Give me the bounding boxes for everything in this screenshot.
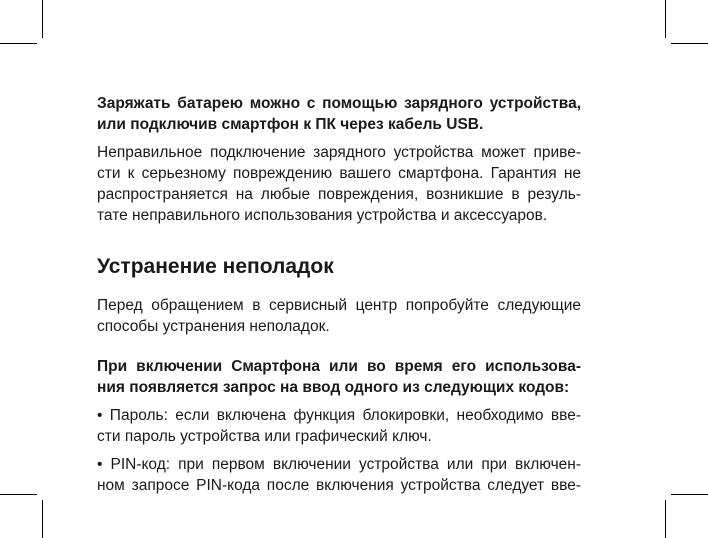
text-line: Перед обращением в сервисный центр попробуйте следующие xyxy=(97,297,581,314)
crop-mark-top-right-horizontal xyxy=(671,43,708,44)
password-bullet xyxy=(97,405,581,447)
crop-mark-bottom-right-vertical xyxy=(665,500,666,538)
text-line: Заряжать батарею можно с помощью зарядного устройства, xyxy=(97,95,581,112)
crop-mark-bottom-left-vertical xyxy=(42,500,43,538)
text-line: сти к серьезному повреждению вашего смартфона. Гарантия не xyxy=(97,165,581,182)
text-line: ния появляется запрос на ввод одного из следующих кодов: xyxy=(97,379,570,396)
text-line: распространяется на любые повреждения, возникшие в резуль- xyxy=(97,186,581,203)
pin-bullet xyxy=(97,454,581,496)
troubleshooting-intro xyxy=(97,295,581,337)
code-prompt-heading xyxy=(97,356,581,398)
charging-note xyxy=(97,93,581,135)
charging-warning xyxy=(97,142,581,226)
text-line: способы устранения неполадок. xyxy=(97,318,330,335)
text-line: ном запросе PIN-кода после включения устройства следует вве- xyxy=(97,477,581,494)
manual-page-content xyxy=(97,93,581,496)
crop-mark-top-right-vertical xyxy=(665,0,666,38)
text-line: сти пароль устройства или графический ключ. xyxy=(97,428,432,445)
text-line: • PIN-код: при первом включении устройства или при включен- xyxy=(97,456,581,473)
section-heading: Устранение неполадок xyxy=(97,255,334,278)
text-line: • Пароль: если включена функция блокировки, необходимо вве- xyxy=(97,407,581,424)
text-line: или подключив смартфон к ПК через кабель USB. xyxy=(97,116,484,133)
text-line: Неправильное подключение зарядного устройства может приве- xyxy=(97,144,581,161)
text-line: тате неправильного использования устройства и аксессуаров. xyxy=(97,207,548,224)
crop-mark-bottom-left-horizontal xyxy=(0,494,37,495)
crop-mark-top-left-horizontal xyxy=(0,43,37,44)
text-line: При включении Смартфона или во время его использова- xyxy=(97,358,581,375)
crop-mark-bottom-right-horizontal xyxy=(671,494,708,495)
crop-mark-top-left-vertical xyxy=(42,0,43,38)
